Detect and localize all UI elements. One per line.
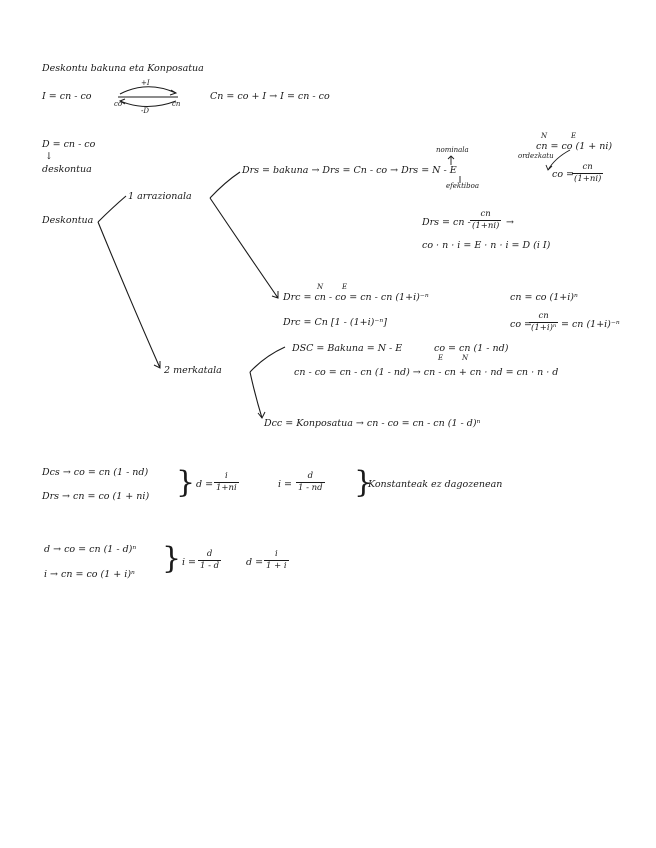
tree-branch-down [98, 222, 160, 368]
co-compound-right: = cn (1+i)⁻ⁿ [561, 319, 620, 330]
d2-fraction-den: 1 + i [266, 560, 287, 571]
tree-branch-up [98, 196, 126, 222]
drs-fraction [470, 210, 501, 230]
i-fraction-left: i = [278, 479, 293, 490]
ordezkatu-label: ordezkatu [518, 152, 554, 160]
nominala-label: nominala [436, 146, 469, 154]
i-fraction-num: d [307, 471, 314, 481]
branch2-down [250, 372, 262, 418]
branch1-up [210, 172, 240, 198]
cn-label: cn [172, 100, 181, 108]
efektiboa-label: efektiboa [446, 182, 480, 190]
d-fraction [214, 472, 239, 492]
drs-arrow: → [506, 217, 514, 228]
branch-commercial: 2 merkatala [164, 365, 222, 376]
d2-fraction [264, 550, 289, 570]
d-compound-summary: d → co = cn (1 - d)ⁿ [44, 544, 137, 555]
brace-3: } [162, 541, 182, 576]
dsc-simple-equation: DSC = Bakuna = N - E [292, 343, 403, 354]
i-fraction-den: 1 - nd [298, 482, 323, 493]
drc-equation: Drc = cn - co = cn - cn (1+i)⁻ⁿ [283, 292, 429, 303]
co-fraction-den: (1+ni) [574, 173, 602, 184]
co-label: co [114, 100, 123, 108]
co-fraction [572, 163, 603, 183]
arrow-plus-i: +I [141, 79, 150, 87]
brace-2: } [354, 465, 374, 500]
d-fraction-num: i [225, 471, 228, 481]
branch-rational: 1 arrazionala [128, 191, 192, 202]
drs-fraction-num: cn [480, 209, 491, 219]
drs-simple-equation: Drs = bakuna → Drs = Cn - co → Drs = N - E [242, 165, 457, 176]
tree-root-deskontua: Deskontua [42, 215, 94, 226]
e-over-co: E [571, 132, 577, 140]
co-fraction-left: co = [552, 169, 575, 180]
brace-1: } [176, 465, 196, 500]
discount-label: deskontua [42, 164, 92, 175]
i-fraction [296, 472, 325, 492]
down-arrow: ↓ [45, 151, 53, 162]
e-over-co-drc: E [342, 283, 348, 291]
discount-definition: D = cn - co [42, 139, 96, 150]
arc-arrow-bottom [120, 101, 176, 107]
n-over-cn-drc: N [317, 283, 324, 291]
i2-fraction-left: i = [182, 557, 197, 568]
i2-fraction-num: d [206, 549, 213, 559]
co-compound-left: co = [510, 319, 533, 330]
arrow-minus-d: -D [141, 107, 149, 115]
i2-fraction-den: 1 - d [200, 560, 220, 571]
dsc-derivation: cn - co = cn - cn (1 - nd) → cn - cn + cn · nd = cn · n · d [294, 367, 559, 378]
drs-substituted-left: Drs = cn - [422, 217, 471, 228]
d2-fraction-left: d = [246, 557, 264, 568]
cn-simple-formula: cn = co (1 + ni) [536, 141, 613, 152]
co-compound-den: (1+i)ⁿ [531, 322, 557, 333]
drs-discount-result: co · n · i = E · n · i = D (i I) [422, 240, 551, 251]
n-over-cn: N [541, 132, 548, 140]
dcs-summary: Dcs → co = cn (1 - nd) [42, 467, 149, 478]
d-fraction-den: 1+ni [216, 482, 237, 493]
arc-arrow-top [120, 87, 176, 94]
constants-note: Konstanteak ez dagozenean [368, 479, 503, 490]
co-compound-num: cn [538, 311, 549, 321]
n-under-cn: N [462, 354, 469, 362]
i2-fraction [198, 550, 221, 570]
dcc-compound-equation: Dcc = Konposatua → cn - co = cn - cn (1 - d)ⁿ [264, 418, 481, 429]
page-title: Deskontu bakuna eta Konposatua [42, 63, 204, 74]
branch2-up [250, 347, 285, 372]
cn-compound-formula: cn = co (1+i)ⁿ [510, 292, 578, 303]
capital-equation: Cn = co + I → I = cn - co [210, 91, 330, 102]
i-compound-summary: i → cn = co (1 + i)ⁿ [44, 569, 135, 580]
interest-definition: I = cn - co [42, 91, 92, 102]
e-under-co: E [438, 354, 444, 362]
drs-summary: Drs → cn = co (1 + ni) [42, 491, 150, 502]
drs-fraction-den: (1+ni) [472, 220, 500, 231]
branch1-down [210, 198, 278, 298]
co-compound-fraction [529, 312, 558, 332]
drc-factored: Drc = Cn [1 - (1+i)⁻ⁿ] [283, 317, 387, 328]
co-fraction-num: cn [582, 162, 593, 172]
d-fraction-left: d = [196, 479, 214, 490]
co-commercial-formula: co = cn (1 - nd) [434, 343, 509, 354]
d2-fraction-num: i [274, 549, 278, 559]
